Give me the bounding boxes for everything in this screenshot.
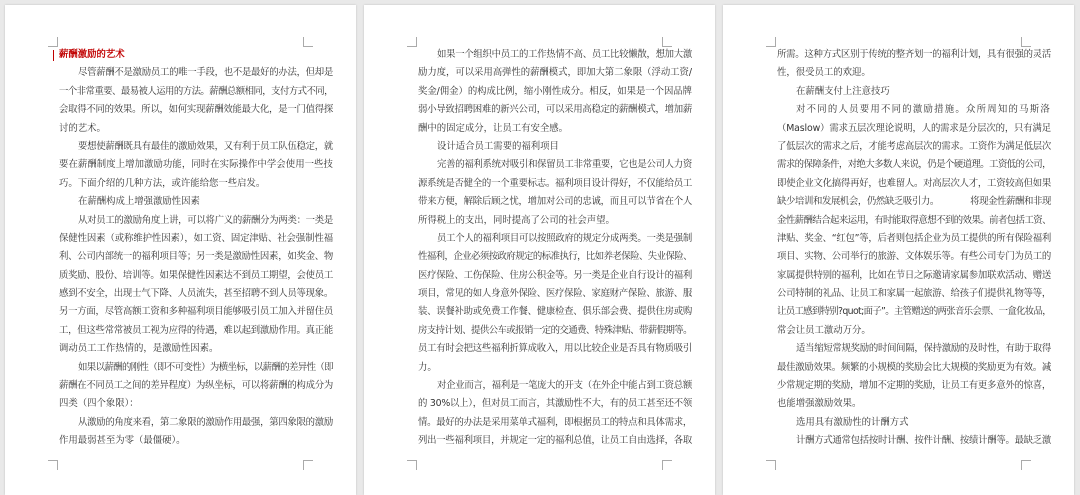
text-line: 巧。下面介绍的几种方法，或许能给您一些启发。 [59,177,266,189]
text-line: 另一方面，尽管高额工资和多种福利项目能够吸引员工加入并留住员 [59,306,333,318]
text-line: 最佳激励效果。频繁的小规模的奖励会比大规模的奖励更为有效。减 [777,361,1051,373]
text-line: 力。 [418,361,437,373]
text-line: 讨的艺术。 [59,122,106,134]
corner-mark [48,37,58,47]
text-line: 从对员工的激励角度上讲，可以将广义的薪酬分为两类：一类是 [78,214,333,226]
corner-mark [1021,460,1031,470]
text-line: 常会让员工激动万分。 [777,324,871,336]
document-page-1[interactable] [5,5,356,495]
text-line: 要想使薪酬既具有最佳的激励效果，又有利于员工队伍稳定，就 [78,140,333,152]
paragraph [59,359,333,414]
text-line: 家属提供特别的福利，比如在节日之际邀请家属参加联欢活动、赠送 [777,269,1051,281]
text-line: 质奖励、股份、培训等。如果保健性因素达不到员工期望，会使员工 [59,269,333,281]
corner-mark [303,460,313,470]
text-line: 性福利，企业必须按政府规定的标准执行，比如养老保险、失业保险、 [418,251,692,263]
paragraph [418,46,692,138]
text-line: 的 30%以上），但对员工而言，其激励性不大，有的员工甚至还不领 [418,398,693,410]
paragraph [777,340,1051,414]
text-line: 也能增强激励效果。 [777,398,862,410]
text-line: 作用最弱甚至为零（最僵硬）。 [59,435,186,447]
text-line: 了低层次的需求之后，才能考虑高层次的需求。工资作为满足低层次 [777,140,1051,152]
text-line: 在薪酬构成上增强激励性因素 [78,196,200,208]
corner-mark [407,37,417,47]
paragraph [418,377,692,451]
paragraph [418,230,692,377]
text-line: 尽管薪酬不是激励员工的唯一手段，也不是最好的办法，但却是 [78,67,333,79]
section-heading [59,193,333,211]
section-heading [418,138,692,156]
text-line: 工，但这些常常被员工视为应得的待遇，难以起到激励作用。真正能 [59,324,333,336]
text-line: 所得税上的支出，同时提高了公司的社会声望。 [418,214,615,226]
text-line: 员工有时会把这些福利折算成收入，用以比较企业是否具有物质吸引 [418,343,692,355]
text-line: （Maslow）需求五层次理论说明，人的需求是分层次的，只有满足 [777,122,1051,134]
section-heading [777,414,1051,432]
text-line: 励力度，可以采用高弹性的薪酬模式，即加大第二象限（浮动工资/ [418,67,692,79]
text-line: 津贴、奖金、“红包”等，后者则包括企业为员工提供的所有保险福利 [777,232,1051,244]
page-body[interactable] [59,46,333,451]
corner-mark [48,460,58,470]
text-line: 装、误餐补助或免费工作餐、健康检查、俱乐部会费、提供住房或购 [418,306,692,318]
paragraph [418,156,692,230]
document-page-3[interactable] [723,5,1074,495]
paragraph [59,414,333,451]
text-line: 员工个人的福利项目可以按照政府的规定分成两类。一类是强制 [437,232,692,244]
text-line: 对企业而言，福利是一笔庞大的开支（在外企中能占到工资总额 [437,380,692,392]
paragraph [777,46,1051,83]
text-line: 一个非常重要、最易被人运用的方法。薪酬总额相同，支付方式不同， [59,85,333,97]
document-title [59,46,333,64]
text-line: 完善的福利系统对吸引和保留员工非常重要，它也是公司人力资 [437,159,692,171]
text-line: 设计适合员工需要的福利项目 [437,140,559,152]
text-line: 房支持计划、提供公车或报销一定的交通费、特殊津贴、带薪假期等。 [418,324,692,336]
text-line: 项目、实物、公司举行的旅游、文体娱乐等。有些公司专门为员工的 [777,251,1051,263]
text-line: 选用具有激励性的计酬方式 [796,416,909,428]
text-line: 薪酬激励的艺术 [59,49,125,60]
text-line: 在薪酬支付上注意技巧 [796,85,890,97]
paragraph [59,138,333,193]
text-line: 薪酬在不同员工之间的差异程度）为纵坐标，可以将薪酬的构成分为 [59,380,333,392]
corner-mark [407,460,417,470]
text-line: 要在薪酬制度上增加激励功能，同时在实际操作中学会使用一些技 [59,159,333,171]
text-line: 金性薪酬结合起来运用，有时能取得意想不到的效果。前者包括工资、 [777,214,1051,226]
text-line: 如果一个组织中员工的工作热情不高、员工比较懒散，想加大激 [437,49,692,60]
text-line: 计酬方式通常包括按时计酬、按件计酬、按绩计酬等。最缺乏激 [796,435,1051,447]
text-line: 源系统是否健全的一个重要标志。福利项目设计得好，不仅能给员工 [418,177,692,189]
page-body[interactable] [777,46,1051,451]
corner-mark [662,460,672,470]
text-line: 保健性因素（或称维护性因素），如工资、固定津贴、社会强制性福 [59,232,334,244]
text-line: 需求的保障条件，对绝大多数人来说，仍是个硬道理。工资低的公司， [777,159,1051,171]
text-line: 所需。这种方式区别于传统的整齐划一的福利计划，具有很强的灵活 [777,49,1051,60]
text-line: 奖金/佣金）的构成比例，缩小刚性成分。相反，如果是一个因品牌 [418,85,692,97]
text-line: 让员工感到特别?quot;面子”。主管赠送的两张音乐会票、一盒化妆品， [777,306,1051,318]
text-line: 缺少培训和发展机会，仍然缺乏吸引力。 将现金性薪酬和非现 [777,196,1051,208]
text-line: 列出一些福利项目，并规定一定的福利总值，让员工自由选择，各取 [418,435,692,447]
text-line: 四类（四个象限）： [59,398,139,410]
text-line: 即使企业文化搞得再好，也难留人。对高层次人才，工资较高但如果 [777,177,1051,189]
paragraph [59,64,333,138]
section-heading [777,83,1051,101]
paragraph [777,432,1051,450]
text-line: 弱小导致招聘困难的新兴公司，可以采用高稳定的薪酬模式，增加薪 [418,104,692,116]
text-line: 医疗保险、工伤保险、住房公积金等。另一类是企业自行设计的福利 [418,269,692,281]
text-line: 项目，常见的如人身意外保险、医疗保险、家庭财产保险、旅游、服 [418,288,692,300]
text-line: 调动员工工作热情的，是激励性因素。 [59,343,219,355]
text-line: 性，很受员工的欢迎。 [777,67,871,79]
text-line: 从激励的角度来看，第二象限的激励作用最强，第四象限的激励 [78,416,333,428]
text-cursor [53,50,54,61]
text-line: 少常规定期的奖励，增加不定期的奖励，让员工有更多意外的惊喜， [777,380,1051,392]
text-line: 感到不安全，出现士气下降、人员流失，甚至招聘不到人员等现象。 [59,288,333,300]
corner-mark [766,460,776,470]
page-body[interactable] [418,46,692,451]
text-line: 如果以薪酬的刚性（即不可变性）为横坐标，以薪酬的差异性（即 [78,361,334,373]
text-line: 利、公司内部统一的福利项目等；另一类是激励性因素，如奖金、物 [59,251,333,263]
text-line: 会取得不同的效果。所以，如何实现薪酬效能最大化，是一门值得探 [59,104,333,116]
paragraph [777,101,1051,340]
text-line: 带来方便，解除后顾之忧，增加对公司的忠诚，而且可以节省在个人 [418,196,692,208]
text-line: 适当缩短常规奖励的时间间隔，保持激励的及时性，有助于取得 [796,343,1051,355]
text-line: 酬中的固定成分，让员工有安全感。 [418,122,569,134]
document-page-2[interactable] [364,5,715,495]
text-line: 情。最好的办法是采用菜单式福利，即根据员工的特点和具体需求， [418,416,692,428]
text-line: 公司特制的礼品、让员工和家属一起旅游、给孩子们提供礼物等等， [777,288,1051,300]
corner-mark [766,37,776,47]
text-line: 对不同的人员要用不同的激励措施。众所周知的马斯洛 [796,104,1051,116]
paragraph [59,212,333,359]
